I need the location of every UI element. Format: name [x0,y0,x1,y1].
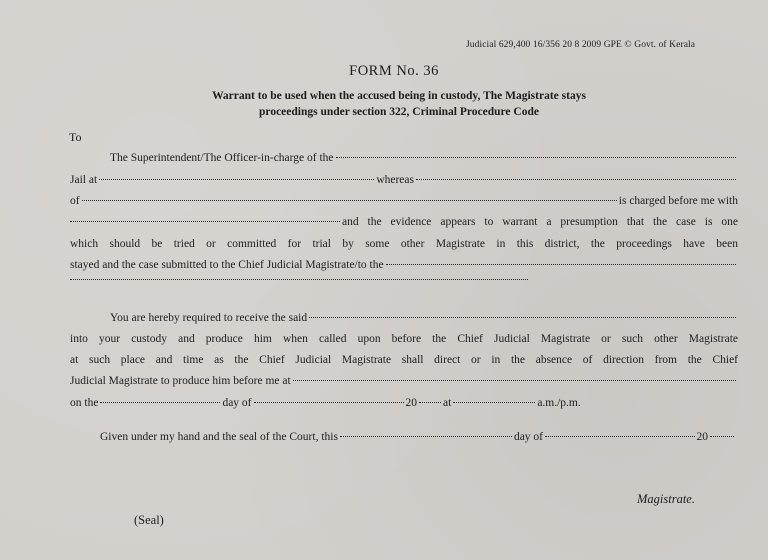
given-year-label: 20 [696,431,708,443]
form-subtitle-line1: Warrant to be used when the accused being in custody, The Magistrate stays [212,90,586,102]
charge-line [70,216,738,228]
given-year-field[interactable] [710,435,734,437]
jail-at-field[interactable] [99,178,374,180]
submitted-to-field[interactable] [386,263,736,265]
addressee-field[interactable] [336,156,736,158]
to-label: To [69,130,82,144]
year-label: 20 [405,397,417,409]
magistrate-signature-label: Magistrate. [637,492,695,506]
of-field[interactable] [82,199,617,201]
on-the-field[interactable] [100,401,220,403]
charge-field[interactable] [70,220,340,222]
on-the-label: on the [70,397,99,409]
blank-field[interactable] [70,278,528,280]
trial-text-line: which should be tried or committed for trial by some other Magistrate in this district, the proceedings have been [70,238,738,250]
day-of-label: day of [222,397,252,409]
submitted-line [70,259,738,271]
month-field[interactable] [254,401,404,403]
given-day-of-label: day of [513,431,543,443]
given-month-field[interactable] [545,435,695,437]
direction-text-line: at such place and time as the Chief Judicial Magistrate shall direct or in the absence of direction from the Chief [70,354,738,366]
receive-text: You are hereby required to receive the said [110,312,308,324]
am-pm-label: a.m./p.m. [537,397,581,409]
evidence-text: and the evidence appears to warrant a presumption that the case is one [342,216,738,228]
addressee-text: The Superintendent/The Officer-in-charge of the [110,152,334,164]
date-time-line [70,397,630,409]
whereas-label: whereas [376,174,414,186]
form-subtitle-line2: proceedings under section 322, Criminal Procedure Code [259,106,539,118]
jail-at-label: Jail at [70,174,98,186]
form-reference: Judicial 629,400 16/356 20 8 2009 GPE © Govt. of Kerala [466,40,696,50]
receive-field[interactable] [309,316,736,318]
produce-at-field[interactable] [293,379,736,381]
whereas-field[interactable] [416,178,736,180]
receive-line [70,312,738,324]
accused-line [70,195,738,207]
of-label: of [70,195,80,207]
given-line [100,431,736,443]
addressee-line [70,152,738,164]
year-field[interactable] [419,401,441,403]
at-label: at [443,397,452,409]
time-field[interactable] [453,401,535,403]
produce-text: Judicial Magistrate to produce him before me at [70,375,291,387]
produce-line [70,375,738,387]
given-text: Given under my hand and the seal of the Court, this [100,431,338,443]
jail-line [70,174,738,186]
seal-label: (Seal) [134,513,164,527]
submitted-text: stayed and the case submitted to the Chief Judicial Magistrate/to the [70,259,384,271]
given-day-field[interactable] [340,435,512,437]
custody-text-line: into your custody and produce him when called upon before the Chief Judicial Magistrate or such other Magistrate [70,333,738,345]
charged-label: is charged before me with [618,195,738,207]
blank-line [70,281,530,283]
form-title: FORM No. 36 [349,63,439,79]
